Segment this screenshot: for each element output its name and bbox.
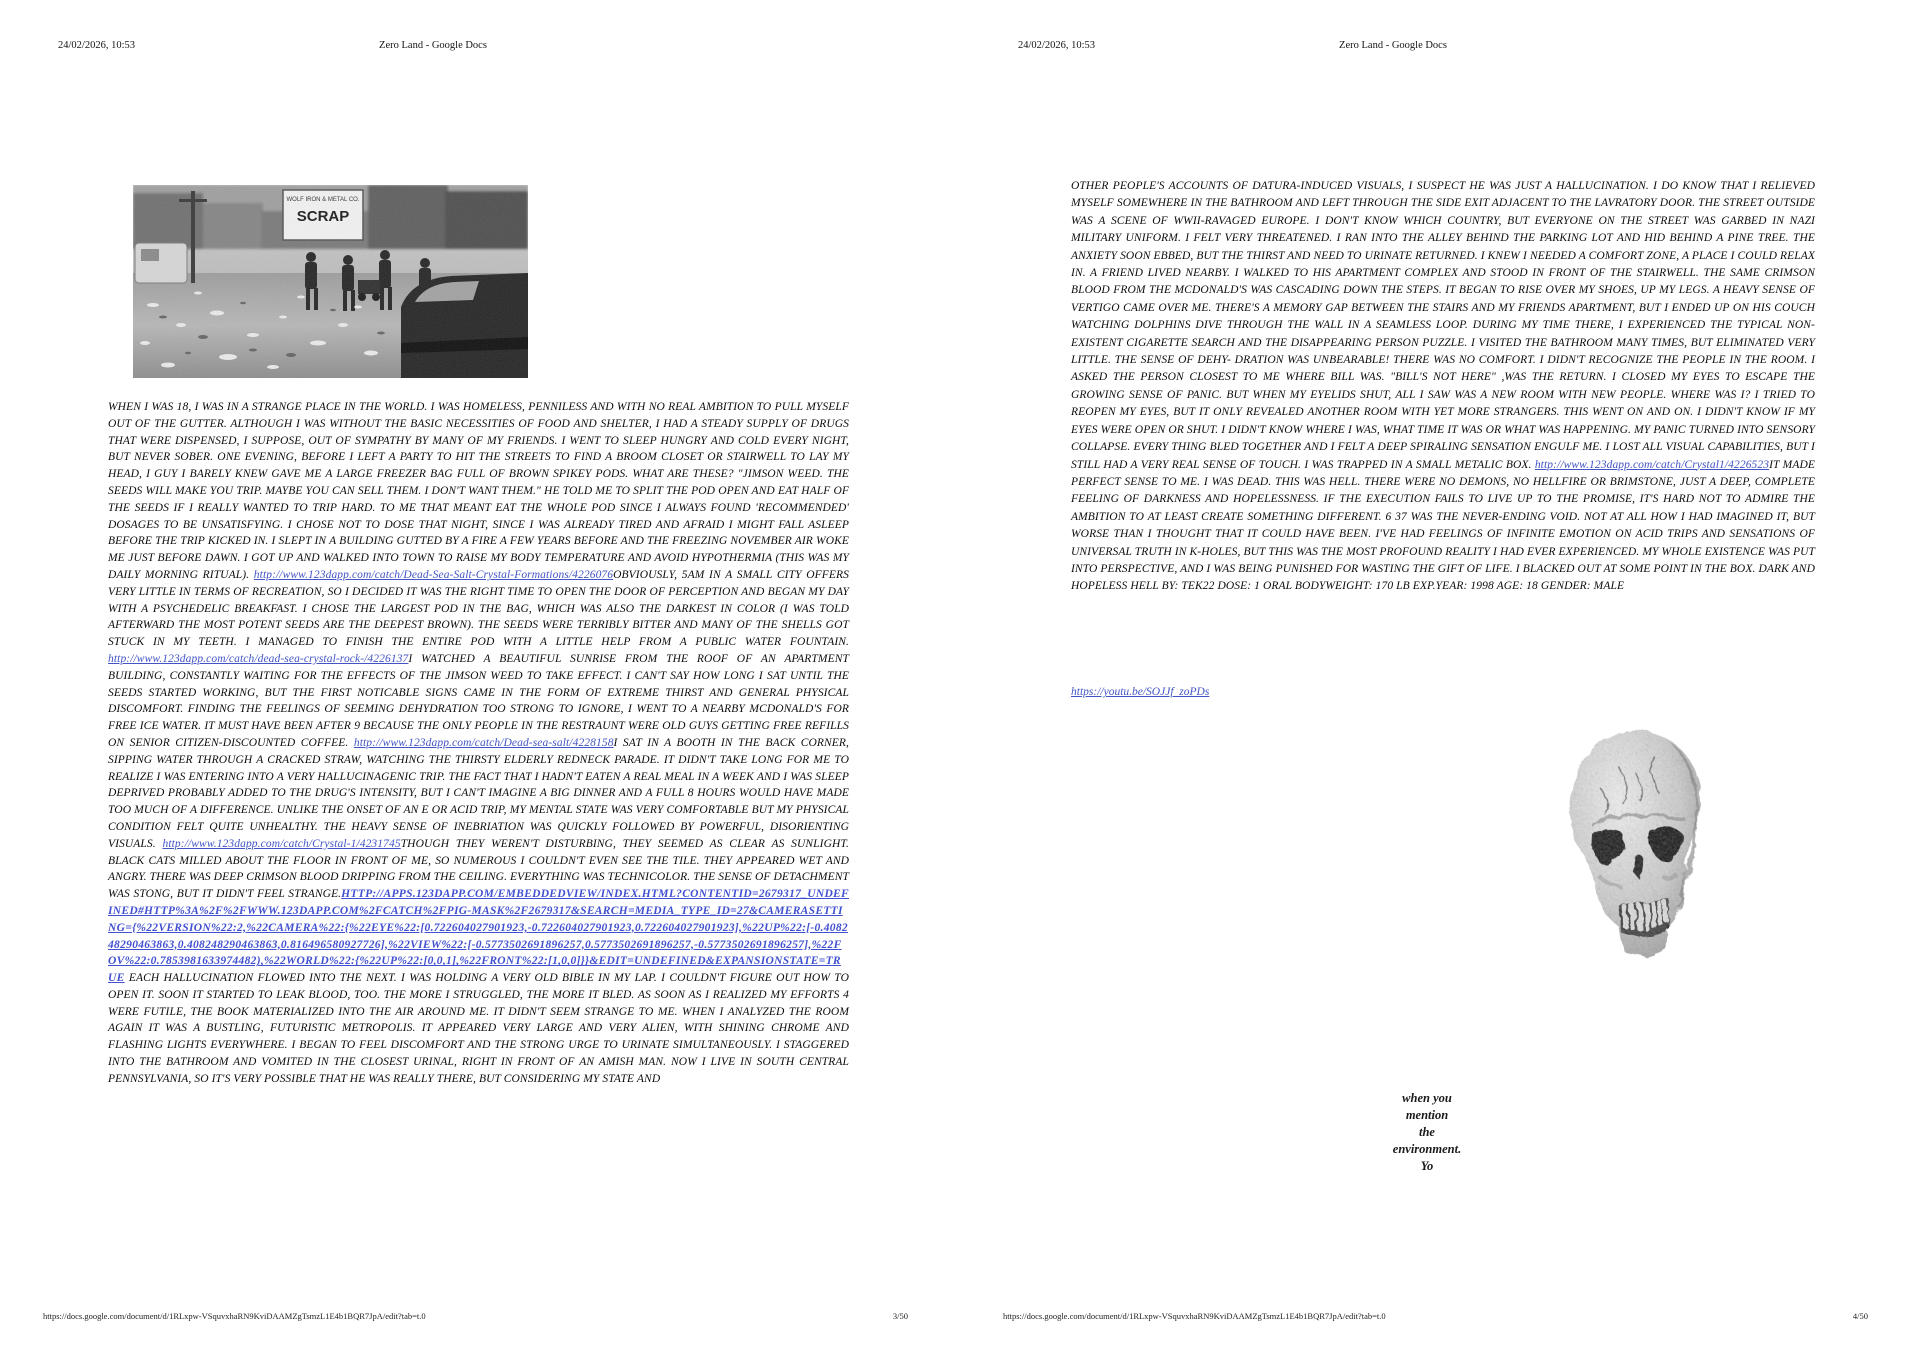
print-footer-url: https://docs.google.com/document/d/1RLxpw-VSquvxhaRN9KviDAAMZgTsmzL1E4b1BQR7JpA/edit?tab=t.0 xyxy=(1003,1311,1386,1321)
youtube-link[interactable]: https://youtu.be/SOJJf_zoPDs xyxy=(1071,686,1210,698)
street-photo xyxy=(133,185,528,378)
print-header-date: 24/02/2026, 10:53 xyxy=(58,40,136,51)
caption-line: when you xyxy=(1402,1091,1452,1105)
sign-small-text: WOLF IRON & METAL CO. xyxy=(286,197,360,203)
print-header-date: 24/02/2026, 10:53 xyxy=(1018,40,1096,51)
caption-line: environment. xyxy=(1392,1142,1462,1156)
link-crystal1[interactable]: http://www.123dapp.com/catch/Crystal1/4226523 xyxy=(1534,458,1770,471)
body-text-segment: EACH HALLUCINATION FLOWED INTO THE NEXT. I WAS HOLDING A VERY OLD BIBLE IN MY LAP. I COULDN'T FIGURE OUT HOW TO OPEN IT. SOON IT STARTED TO LEAK BLOOD, TOO. THE MORE I STRUGGLED, THE MORE IT BLED. AS SOON AS I REALIZED MY EFFORTS 4 WERE FUTILE, THE BOOK MATERIALIZED INTO THE AIR AROUND ME. IT DIDN'T SEEM STRANGE TO ME. WHEN I ANALYZED THE ROOM AGAIN IT WAS A BUSTLING, FUTURISTIC METROPOLIS. IT APPEARED VERY LARGE AND VERY ALIEN, WITH SHINING CHROME AND FLASHING LIGHTS EVERYWHERE. I BEGAN TO FEEL DISCOMFORT AND THE STRONG URGE TO URINATE SIMULTANEOUSLY. I STAGGERED INTO THE BATHROOM AND VOMITED IN THE CLOSEST URINAL, RIGHT IN FRONT OF AN AMISH MAN. NOW I LIVE IN SOUTH CENTRAL PENNSYLVANIA, SO IT'S VERY POSSIBLE THAT HE WAS REALLY THERE, BUT CONSIDERING MY STATE AND xyxy=(108,972,849,1085)
caption-line: mention xyxy=(1405,1108,1449,1122)
body-text-segment: I WATCHED A BEAUTIFUL SUNRISE FROM THE ROOF OF AN APARTMENT BUILDING, CONSTANTLY WAITING FOR THE EFFECTS OF THE JIMSON WEED TO TAKE EFFECT. I CAN'T SAY HOW LONG I SAT UNTIL THE SEEDS STARTED WORKING, BUT THE FIRST NOTICABLE SIGNS CAME IN THE FORM OF EXTREME THIRST AND GENERAL PHYSICAL DISCOMFORT. FINDING THE FEELINGS OF SEEMING DEHYDRATION TOO STRONG TO IGNORE, I WENT TO A NEARBY MCDONALD'S FOR FREE ICE WATER. IT MUST HAVE BEEN AFTER 9 BECAUSE THE ONLY PEOPLE IN THE RESTRAUNT WERE OLD GUYS GETTING FREE REFILLS ON SENIOR CITIZEN-DISCOUNTED COFFEE. xyxy=(108,652,849,749)
body-text-segment: THOUGH THEY WEREN'T DISTURBING, THEY SEEMED AS CLEAR AS SUNLIGHT. BLACK CATS MILLED ABOUT THE FLOOR IN FRONT OF ME, SO NUMEROUS I COULDN'T EVEN SEE THE TILE. THEY APPEARED WET AND ANGRY. THERE WAS DEEP CRIMSON BLOOD DRIPPING FROM THE CEILING. EVERYTHING WAS TECHNICOLOR. THE SENSE OF DETACHMENT WAS STONG, BUT IT DIDN'T FEEL STRANGE. xyxy=(108,837,849,901)
body-text-segment: WHEN I WAS 18, I WAS IN A STRANGE PLACE IN THE WORLD. I WAS HOMELESS, PENNILESS AND WITH NO REAL AMBITION TO PULL MYSELF OUT OF THE GUTTER. ALTHOUGH I WAS WITHOUT THE BASIC NECESSITIES OF FOOD AND SHELTER, I HAD A STEADY SUPPLY OF DRUGS THAT WERE DISPENSED, I SUPPOSE, OUT OF SYMPATHY BY MANY OF MY FRIENDS. I WENT TO SLEEP HUNGRY AND COLD EVERY NIGHT, BUT NEVER SOBER. ONE EVENING, BEFORE I LEFT A PARTY TO HIT THE STREETS TO FIND A BROOM CLOSET OR STAIRWELL TO LAY MY HEAD, I GUY I BARELY KNEW GAVE ME A LARGE FREEZER BAG FULL OF BROWN SPIKEY PODS. WHAT ARE THESE? "JIMSON WEED. THE SEEDS WILL MAKE YOU TRIP. MAYBE YOU CAN SELL THEM. I DON'T WANT THEM." HE TOLD ME TO SPLIT THE POD OPEN AND EAT HALF OF THE SEEDS IF I REALLY WANTED TO TRIP HARD. TO ME THAT MEANT EAT THE WHOLE POD SINCE I ALWAYS FOUND 'RECOMMENDED' DOSAGES TO BE UNSATISFYING. I CHOSE NOT TO DOSE THAT NIGHT, SINCE I WAS ALREADY TIRED AND AFRAID I MIGHT FALL ASLEEP BEFORE THE TRIP KICKED IN. I SLEPT IN A BUILDING GUTTED BY A FIRE A FEW YEARS BEFORE AND THE FREEZING NOVEMBER AIR WOKE ME JUST BEFORE DAWN. I GOT UP AND WALKED INTO TOWN TO RAISE MY BODY TEMPERATURE AND AVOID HYPOTHERMIA (THIS WAS MY DAILY MORNING RITUAL). xyxy=(108,401,849,581)
print-footer-page-number: 4/50 xyxy=(1852,1311,1868,1321)
skull-image xyxy=(1563,724,1713,964)
page-4-body-text xyxy=(1071,178,1815,596)
caption-line: Yo xyxy=(1420,1159,1434,1173)
print-header-title: Zero Land - Google Docs xyxy=(1339,40,1447,51)
page-3-body-text xyxy=(108,399,849,1088)
print-header-title: Zero Land - Google Docs xyxy=(379,40,487,51)
link-dead-sea-crystal-rock[interactable]: http://www.123dapp.com/catch/dead-sea-crystal-rock-/4226137 xyxy=(108,652,409,665)
caption-line: the xyxy=(1419,1125,1435,1139)
link-crystal-1[interactable]: http://www.123dapp.com/catch/Crystal-1/4231745 xyxy=(162,837,401,850)
print-footer-page-number: 3/50 xyxy=(892,1311,908,1321)
link-dead-sea-salt[interactable]: http://www.123dapp.com/catch/Dead-sea-salt/4228158 xyxy=(353,736,614,749)
caption-poem xyxy=(1347,1090,1507,1175)
body-text-segment: IT MADE PERFECT SENSE TO ME. I WAS DEAD. THIS WAS HELL. THERE WERE NO DEMONS, NO HELLFIRE OR BRIMSTONE, JUST A DEEP, COMPLETE FEELING OF DARKNESS AND HOPELESSNESS. IF THE EXECUTION FAILS TO LIVE UP TO THE PROMISE, IT'S HARD NOT TO ADMIRE THE AMBITION TO AT LEAST CREATE SOMETHING DIFFERENT. 6 37 WAS THE NEVER-ENDING VOID. NOT AT ALL HOW I HAD IMAGINED IT, BUT WORSE THAN I THOUGHT THAT IT COULD HAVE BEEN. I'VE HAD FEELINGS OF INFINITE EMOTION ON ACID TRIPS AND SENSATIONS OF UNIVERSAL TRUTH IN K-HOLES, BUT THIS WAS THE MOST PROFOUND REALITY I HAD EVER EXPERIENCED. MY WHOLE EXISTENCE WAS PUT INTO PERSPECTIVE, AND I WAS BEING PUNISHED FOR WASTING THE GIFT OF LIFE. I BLACKED OUT AT SOME POINT IN THE BOX. DARK AND HOPELESS HELL BY: TEK22 DOSE: 1 ORAL BODYWEIGHT: 170 LB EXP.YEAR: 1998 AGE: 18 GENDER: MALE xyxy=(1071,458,1816,593)
body-text-segment: I SAT IN A BOOTH IN THE BACK CORNER, SIPPING WATER THROUGH A CRACKED STRAW, WATCHING THE THIRSTY ELDERLY REDNECK PARADE. IT DIDN'T TAKE LONG FOR ME TO REALIZE I WAS ENTERING INTO A VERY HALLUCINAGENIC TRIP. THE FACT THAT I HADN'T EATEN A REAL MEAL IN A WEEK AND I WAS SLEEP DEPRIVED PROBABLY ADDED TO THE DRUG'S INTENSITY, BUT I CAN'T IMAGINE A BIG DINNER AND A FULL 8 HOURS WOULD HAVE MADE TOO MUCH OF A DIFFERENCE. UNLIKE THE ONSET OF AN E OR ACID TRIP, MY MENTAL STATE WAS VERY COMFORTABLE BUT MY PHYSICAL CONDITION FELT QUITE UNHEALTHY. THE HEAVY SENSE OF INEBRIATION WAS QUICKLY FOLLOWED BY POWERFUL, DISORIENTING VISUALS. xyxy=(108,736,849,850)
sign-main-text: SCRAP xyxy=(296,208,350,225)
body-text-segment: OTHER PEOPLE'S ACCOUNTS OF DATURA-INDUCED VISUALS, I SUSPECT HE WAS JUST A HALLUCINATION. I DO KNOW THAT I RELIEVED MYSELF SOMEWHERE IN THE BATHROOM AND LEFT THROUGH THE SIDE EXIT ADJACENT TO THE LAVRATORY DOOR. THE STREET OUTSIDE WAS A SCENE OF WWII-RAVAGED EUROPE. I DON'T KNOW WHICH COUNTRY, BUT EVERYONE ON THE STREET WAS GARBED IN NAZI MILITARY UNIFORM. I FELT VERY THREATENED. I RAN INTO THE ALLEY BEHIND THE PARKING LOT AND HID BEHIND A PINE TREE. THE ANXIETY SOON EBBED, BUT THE THIRST AND NEED TO URINATE RETURNED. I KNEW I NEEDED A COMFORT ZONE, A PLACE I COULD RELAX IN. A FRIEND LIVED NEARBY. I WALKED TO HIS APARTMENT COMPLEX AND STOOD IN FRONT OF THE STAIRWELL. THE SAME CRIMSON BLOOD FROM THE MCDONALD'S WAS CASCADING DOWN THE STEPS. IT BEGAN TO RISE OVER MY SHOES, UP MY LEGS. A HEAVY SENSE OF VERTIGO CAME OVER ME. THERE'S A MEMORY GAP BETWEEN THE STAIRS AND MY FRIENDS APARTMENT, BUT I ENDED UP ON HIS COUCH WATCHING DOLPHINS DIVE THROUGH THE WALL IN A SEAMLESS LOOP. DURING MY TIME THERE, I EXPERIENCED THE TYPICAL NON-EXISTENT CIGARETTE SEARCH AND THE DISAPPEARING PERSON PUZZLE. I VISITED THE BATHROOM MANY TIMES, BUT ELIMINATED VERY LITTLE. THE SENSE OF DEHY- DRATION WAS UNBEARABLE! THERE WAS NO COMFORT. I DIDN'T RECOGNIZE THE PEOPLE IN THE ROOM. I ASKED THE PERSON CLOSEST TO ME WHERE BILL WAS. "BILL'S NOT HERE" ,WAS THE RETURN. I CLOSED MY EYES TO ESCAPE THE GROWING SENSE OF PANIC. BUT WHEN MY EYELIDS SHUT, ALL I SAW WAS A NEW ROOM WITH NEW PEOPLE. WHERE WAS I? I TRIED TO REOPEN MY EYES, BUT IT ONLY REVEALED ANOTHER ROOM WITH YET MORE STRANGERS. THIS WENT ON AND ON. I DIDN'T KNOW IF MY EYES WERE OPEN OR SHUT. I DIDN'T KNOW WHERE I WAS, WHAT TIME IT WAS OR WHAT WAS HAPPENING. MY PANIC TURNED INTO SENSORY COLLAPSE. EVERY THING BLED TOGETHER AND I FELT A DEEP SPIRALING SENSATION ENGULF ME. I LOST ALL VISUAL CAPABILITIES, BUT I STILL HAD A VERY REAL SENSE OF TOUCH. I WAS TRAPPED IN A SMALL METALIC BOX. xyxy=(1071,180,1815,471)
print-footer-url: https://docs.google.com/document/d/1RLxpw-VSquvxhaRN9KviDAAMZgTsmzL1E4b1BQR7JpA/edit?tab=t.0 xyxy=(43,1311,426,1321)
document-page-4 xyxy=(960,0,1920,1358)
body-text-segment: OBVIOUSLY, 5AM IN A SMALL CITY OFFERS VERY LITTLE IN TERMS OF RECREATION, SO I DECIDED IT WAS THE RIGHT TIME TO OPEN THE DOOR OF PERCEPTION AND BEGAN MY DAY WITH A PSYCHEDELIC BREAKFAST. I CHOSE THE LARGEST POD IN THE BAG, WHICH WAS ALSO THE DARKEST IN COLOR (I WAS TOLD AFTERWARD THE MOST POTENT SEEDS ARE THE DEEPEST BROWN). THE SEEDS WERE TERRIBLY BITTER AND MANY OF THE SHELLS GOT STUCK IN MY TEETH. I MANAGED TO FINISH THE ENTIRE POD WITH A LITTLE HELP FROM A PUBLIC WATER FOUNTAIN. xyxy=(108,568,849,649)
link-embedded-view[interactable]: HTTP://APPS.123DAPP.COM/EMBEDDEDVIEW/INDEX.HTML?CONTENTID=2679317_UNDEFINED#HTTP%3A%2F%2FWWW.123DAPP.COM%2FCATCH%2FPIG-MASK%2F2679317&SEARCH=MEDIA_TYPE_ID=27&CAMERASETTING={%22VERSION%22:2,%22CAMERA%22:{%22EYE%22:[0.722604027901923,-0.722604027901923,0.722604027901923],%22UP%22:[-0.408248290463863,0.408248290463863,0.816496580927726],%22VIEW%22:[-0.5773502691896257,0.5773502691896257,-0.5773502691896257],%22FOV%22:0.7853981633974482),%22WORLD%22:{%22UP%22:[0,0,1],%22FRONT%22:[1,0,0]}}&EDIT=UNDEFINED&EXPANSIONSTATE=TRUE xyxy=(108,888,849,985)
link-dead-sea-salt-crystal-formations[interactable]: http://www.123dapp.com/catch/Dead-Sea-Salt-Crystal-Formations/4226076 xyxy=(253,568,614,581)
